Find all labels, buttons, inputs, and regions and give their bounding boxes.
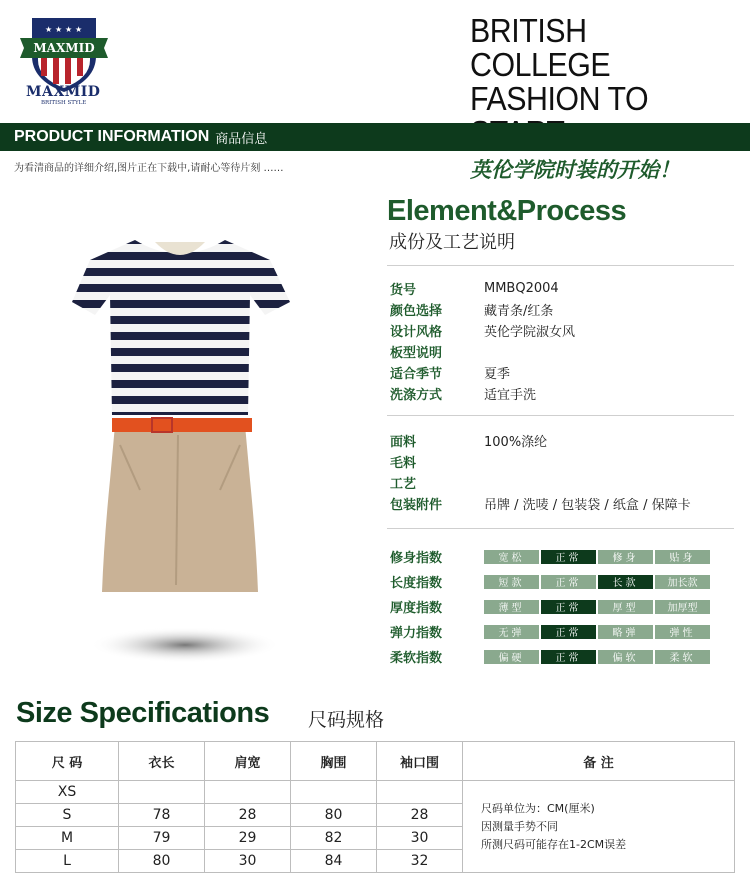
remark-line: 尺码单位为：CM(厘米) [481, 801, 595, 815]
size-cell: 28 [377, 804, 463, 827]
index-cell: 短款 [484, 575, 539, 589]
size-cell: XS [16, 781, 119, 804]
divider [387, 415, 734, 416]
property-key: 工艺 [390, 477, 417, 492]
index-label: 柔软指数 [390, 651, 443, 666]
property-value: 藏青条/红条 [484, 304, 554, 319]
slogan-line-2: FASHION TO [470, 80, 649, 117]
divider [387, 528, 734, 529]
property-key: 毛料 [390, 456, 417, 471]
header-cell: 胸围 [291, 742, 377, 781]
index-cell: 宽松 [484, 550, 539, 564]
product-image [60, 220, 300, 670]
index-label: 弹力指数 [390, 626, 443, 641]
property-row [390, 430, 691, 451]
index-cell: 弹性 [655, 625, 710, 639]
property-value: MMBQ2004 [484, 281, 559, 296]
size-cell: 32 [377, 850, 463, 873]
svg-text:★: ★ [55, 25, 63, 34]
index-cell: 加厚型 [655, 600, 710, 614]
remark-cell [463, 781, 735, 873]
property-key: 设计风格 [390, 325, 443, 340]
property-key: 包装附件 [390, 498, 443, 513]
size-cell [377, 781, 463, 804]
size-cell: 84 [291, 850, 377, 873]
property-key: 面料 [390, 435, 417, 450]
brand-subtitle: BRITISH STYLE [41, 100, 87, 106]
property-key: 洗涤方式 [390, 388, 443, 403]
index-cell: 修身 [598, 550, 653, 564]
property-row [390, 472, 691, 493]
index-row-softness [390, 644, 712, 669]
index-cell-selected: 正常 [541, 650, 596, 664]
svg-text:★: ★ [65, 25, 73, 34]
size-cell: 29 [205, 827, 291, 850]
property-value: 适宜手洗 [484, 388, 537, 403]
remark-line: 因测量手势不同 [481, 819, 558, 833]
index-cell: 薄型 [484, 600, 539, 614]
property-row [390, 362, 575, 383]
index-label: 长度指数 [390, 576, 443, 591]
svg-text:★: ★ [75, 25, 83, 34]
property-row [390, 493, 691, 514]
index-cell-selected: 长款 [598, 575, 653, 589]
property-value: 夏季 [484, 367, 511, 382]
size-cell: 30 [205, 850, 291, 873]
brand-name: MAXMID [26, 84, 101, 100]
property-value: 吊牌 / 洗唛 / 包装袋 / 纸盒 / 保障卡 [484, 498, 691, 513]
header-cell: 衣长 [119, 742, 205, 781]
property-value: 英伦学院淑女风 [484, 325, 576, 340]
index-label: 厚度指数 [390, 601, 443, 616]
size-subtitle: 尺码规格 [308, 709, 385, 731]
size-cell: 28 [205, 804, 291, 827]
loading-note: 为看清商品的详细介绍,图片正在下载中,请耐心等待片刻 …… [14, 163, 284, 174]
index-cell: 贴身 [655, 550, 710, 564]
property-row [390, 341, 575, 362]
index-cell: 正常 [541, 575, 596, 589]
slogan-chinese: 英伦学院时装的开始！ [470, 157, 680, 182]
size-cell: L [16, 850, 119, 873]
index-cell: 无弹 [484, 625, 539, 639]
index-cell: 加长款 [655, 575, 710, 589]
header-cell: 尺 码 [16, 742, 119, 781]
size-cell: 78 [119, 804, 205, 827]
property-row [390, 299, 575, 320]
index-row-fit [390, 544, 712, 569]
element-process-title: Element&Process [387, 195, 627, 227]
size-title: Size Specifications [16, 697, 270, 729]
index-row-length [390, 569, 712, 594]
size-cell [205, 781, 291, 804]
element-process-subtitle: 成份及工艺说明 [389, 232, 515, 253]
property-row [390, 383, 575, 404]
size-cell: 80 [291, 804, 377, 827]
header-cell: 袖口围 [377, 742, 463, 781]
property-row [390, 320, 575, 341]
property-key: 颜色选择 [390, 304, 443, 319]
header-cell: 肩宽 [205, 742, 291, 781]
remark-line: 所测尺码可能存在1-2CM误差 [481, 837, 627, 851]
svg-text:★: ★ [45, 25, 53, 34]
index-label: 修身指数 [390, 551, 443, 566]
header-cell: 备 注 [463, 742, 735, 781]
slogan [470, 14, 745, 184]
property-row [390, 278, 575, 299]
property-row [390, 451, 691, 472]
index-cell: 偏硬 [484, 650, 539, 664]
table-row [16, 781, 735, 804]
size-cell: M [16, 827, 119, 850]
slogan-line-1: BRITISH COLLEGE [470, 12, 611, 83]
index-cell: 柔软 [655, 650, 710, 664]
size-cell [291, 781, 377, 804]
logo-text: MAXMID [33, 41, 95, 55]
size-cell: S [16, 804, 119, 827]
index-cell-selected: 正常 [541, 600, 596, 614]
index-cell: 略弹 [598, 625, 653, 639]
index-cell-selected: 正常 [541, 625, 596, 639]
size-cell [119, 781, 205, 804]
property-list-1 [390, 278, 575, 404]
size-cell: 82 [291, 827, 377, 850]
section-title-en: PRODUCT INFORMATION [14, 128, 210, 145]
size-table [15, 741, 735, 873]
index-cell-selected: 正常 [541, 550, 596, 564]
property-list-2 [390, 430, 691, 514]
size-cell: 79 [119, 827, 205, 850]
index-row-thickness [390, 594, 712, 619]
product-information-bar [0, 123, 750, 151]
section-title-cn: 商品信息 [215, 131, 268, 147]
property-key: 适合季节 [390, 367, 443, 382]
size-cell: 80 [119, 850, 205, 873]
index-row-elasticity [390, 619, 712, 644]
property-key: 板型说明 [390, 346, 443, 361]
size-table-header [16, 742, 735, 781]
index-cell: 偏软 [598, 650, 653, 664]
property-value: 100%涤纶 [484, 435, 548, 450]
index-cell: 厚型 [598, 600, 653, 614]
divider [387, 265, 734, 266]
index-table [390, 544, 712, 669]
property-key: 货号 [390, 283, 417, 298]
size-cell: 30 [377, 827, 463, 850]
